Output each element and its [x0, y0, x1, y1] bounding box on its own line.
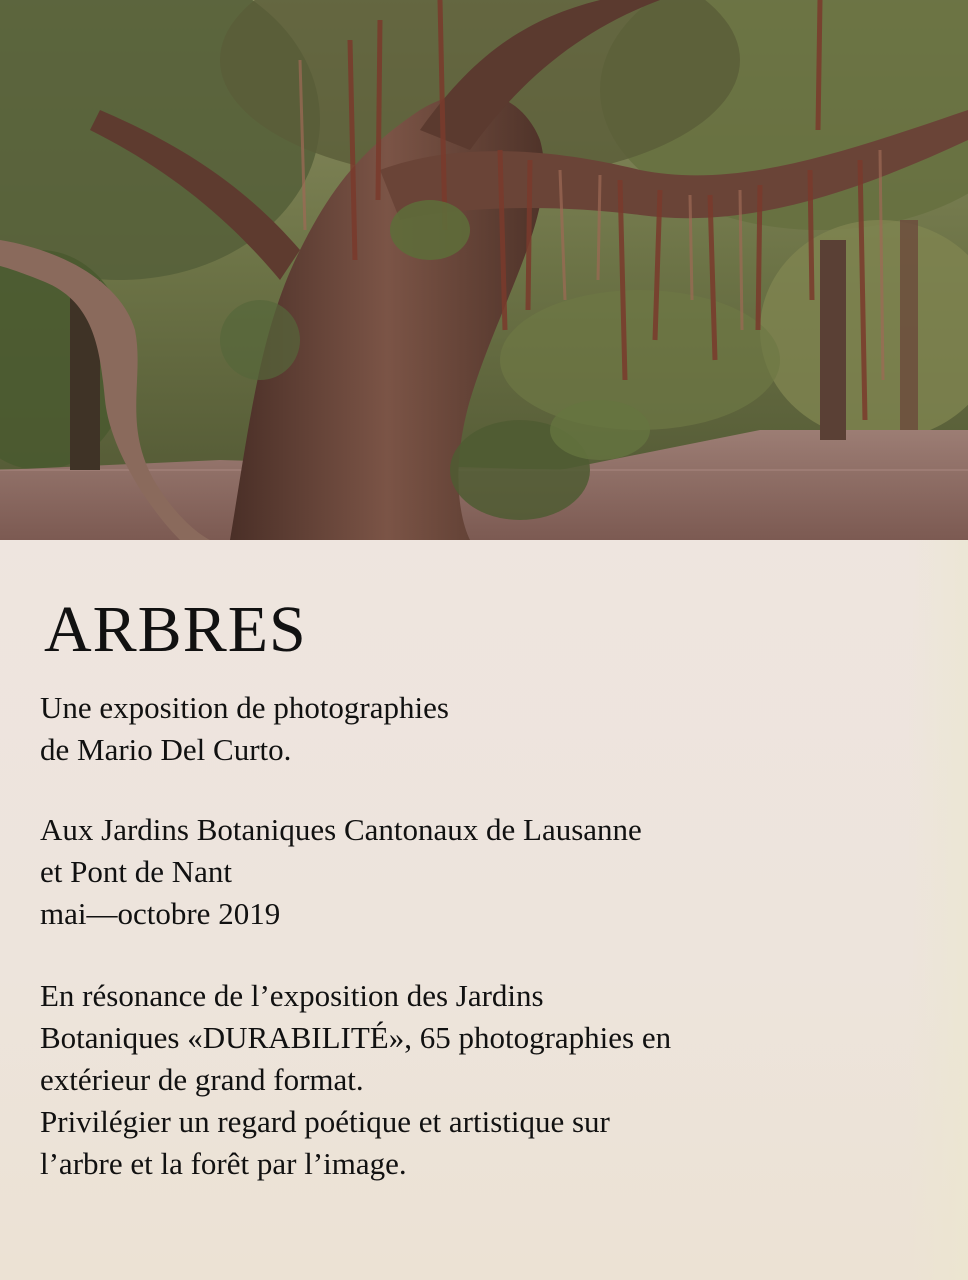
- description-line: l’arbre et la forêt par l’image.: [40, 1146, 407, 1181]
- intro-line: de Mario Del Curto.: [40, 732, 292, 767]
- exhibition-text: [40, 585, 940, 1185]
- intro-line: Une exposition de photographies: [40, 690, 449, 725]
- description-line: extérieur de grand format.: [40, 1062, 364, 1097]
- venue-paragraph: [40, 809, 940, 935]
- description-line: Privilégier un regard poétique et artistique sur: [40, 1104, 610, 1139]
- tree-photo-illustration: [0, 0, 968, 540]
- tree-photograph: [0, 0, 968, 540]
- venue-line: Aux Jardins Botaniques Cantonaux de Lausanne: [40, 812, 642, 847]
- exhibition-dates: mai—octobre 2019: [40, 896, 281, 931]
- exhibition-title: ARBRES: [44, 593, 307, 666]
- venue-line: et Pont de Nant: [40, 854, 232, 889]
- description-line: En résonance de l’exposition des Jardins: [40, 978, 544, 1013]
- description-paragraph: [40, 975, 940, 1185]
- intro-paragraph: [40, 687, 940, 771]
- description-line: Botaniques «DURABILITÉ», 65 photographies en: [40, 1020, 672, 1055]
